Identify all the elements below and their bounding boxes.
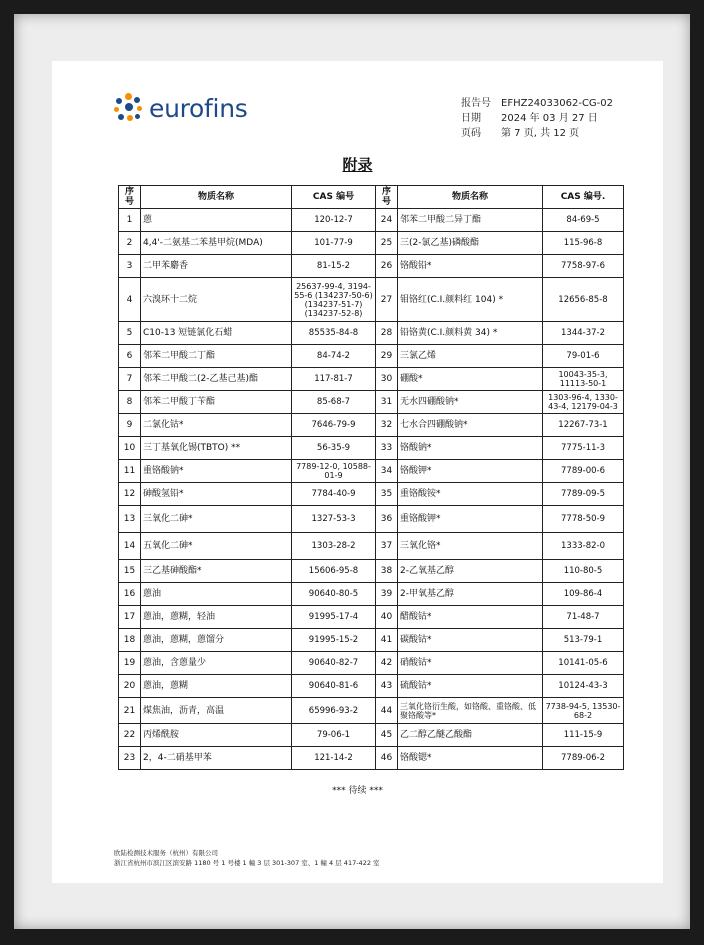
substance-name: 三氧化铬* xyxy=(398,533,543,560)
table-header-row xyxy=(119,186,624,209)
substance-name: 铬酸锶* xyxy=(398,747,543,770)
row-number: 44 xyxy=(376,698,398,724)
cas-number: 71-48-7 xyxy=(543,606,624,629)
substance-name: 砷酸氢铅* xyxy=(141,483,292,506)
row-number: 36 xyxy=(376,506,398,533)
row-number: 11 xyxy=(119,460,141,483)
cas-number: 7738-94-5, 13530-68-2 xyxy=(543,698,624,724)
cas-number: 10043-35-3, 11113-50-1 xyxy=(543,368,624,391)
row-number: 38 xyxy=(376,560,398,583)
table-row xyxy=(119,506,624,533)
row-number: 34 xyxy=(376,460,398,483)
cas-number: 120-12-7 xyxy=(292,209,376,232)
meta-page xyxy=(461,126,613,141)
cas-number: 1303-28-2 xyxy=(292,533,376,560)
row-number: 23 xyxy=(119,747,141,770)
substance-name: 铬酸铅* xyxy=(398,255,543,278)
cas-number: 7784-40-9 xyxy=(292,483,376,506)
meta-label: 页码 xyxy=(461,128,481,139)
cas-number: 7646-79-9 xyxy=(292,414,376,437)
row-number: 27 xyxy=(376,278,398,322)
substance-name: 乙二醇乙醚乙酸酯 xyxy=(398,724,543,747)
substance-name: 碳酸钴* xyxy=(398,629,543,652)
cas-number: 91995-17-4 xyxy=(292,606,376,629)
substance-name: 蒽油，蒽糊 xyxy=(141,675,292,698)
row-number: 4 xyxy=(119,278,141,322)
cas-number: 7789-06-2 xyxy=(543,747,624,770)
row-number: 30 xyxy=(376,368,398,391)
substance-name: 蒽油，含蒽量少 xyxy=(141,652,292,675)
cas-number: 101-77-9 xyxy=(292,232,376,255)
row-number: 1 xyxy=(119,209,141,232)
row-number: 39 xyxy=(376,583,398,606)
table-row xyxy=(119,698,624,724)
cas-number: 115-96-8 xyxy=(543,232,624,255)
substance-name: 铅铬黄(C.I.颜料黄 34) * xyxy=(398,322,543,345)
cas-number: 15606-95-8 xyxy=(292,560,376,583)
substance-name: 蒽油，蒽糊，轻油 xyxy=(141,606,292,629)
cas-number: 7789-00-6 xyxy=(543,460,624,483)
substance-name: 硫酸钴* xyxy=(398,675,543,698)
row-number: 14 xyxy=(119,533,141,560)
cas-number: 81-15-2 xyxy=(292,255,376,278)
substance-name: 二甲苯麝香 xyxy=(141,255,292,278)
row-number: 21 xyxy=(119,698,141,724)
row-number: 43 xyxy=(376,675,398,698)
table-row xyxy=(119,460,624,483)
row-number: 22 xyxy=(119,724,141,747)
cas-number: 111-15-9 xyxy=(543,724,624,747)
appendix-title xyxy=(52,154,663,175)
substance-name: 邻苯二甲酸二异丁酯 xyxy=(398,209,543,232)
row-number: 24 xyxy=(376,209,398,232)
row-number: 40 xyxy=(376,606,398,629)
meta-label: 报告号 xyxy=(461,98,491,109)
cas-number: 7789-12-0, 10588-01-9 xyxy=(292,460,376,483)
header-no: 序号 xyxy=(376,186,398,209)
table-row xyxy=(119,368,624,391)
appendix-title-text: 附录 xyxy=(342,156,373,174)
document-page xyxy=(52,61,663,883)
row-number: 26 xyxy=(376,255,398,278)
header-no: 序号 xyxy=(119,186,141,209)
cas-number: 90640-81-6 xyxy=(292,675,376,698)
row-number: 31 xyxy=(376,391,398,414)
row-number: 9 xyxy=(119,414,141,437)
table-row xyxy=(119,345,624,368)
substance-name: 无水四硼酸钠* xyxy=(398,391,543,414)
meta-value: 第 7 页, 共 12 页 xyxy=(501,128,580,139)
substance-name: 硼酸* xyxy=(398,368,543,391)
table-row xyxy=(119,414,624,437)
cas-number: 7758-97-6 xyxy=(543,255,624,278)
table-row xyxy=(119,629,624,652)
table-row xyxy=(119,560,624,583)
header-cas: CAS 编号. xyxy=(543,186,624,209)
cas-number: 513-79-1 xyxy=(543,629,624,652)
cas-number: 121-14-2 xyxy=(292,747,376,770)
row-number: 16 xyxy=(119,583,141,606)
substance-name: 煤焦油，沥青，高温 xyxy=(141,698,292,724)
cas-number: 12656-85-8 xyxy=(543,278,624,322)
cas-number: 117-81-7 xyxy=(292,368,376,391)
row-number: 32 xyxy=(376,414,398,437)
table-row xyxy=(119,483,624,506)
cas-number: 12267-73-1 xyxy=(543,414,624,437)
row-number: 7 xyxy=(119,368,141,391)
cas-number: 84-69-5 xyxy=(543,209,624,232)
table-row xyxy=(119,606,624,629)
substance-name: 铬酸钠* xyxy=(398,437,543,460)
row-number: 42 xyxy=(376,652,398,675)
substance-name: 三氧化铬衍生酸，如铬酸、重铬酸、低聚铬酸等* xyxy=(398,698,543,724)
meta-label: 日期 xyxy=(461,113,481,124)
substance-name: 邻苯二甲酸二丁酯 xyxy=(141,345,292,368)
substance-name: 醋酸钴* xyxy=(398,606,543,629)
cas-number: 90640-80-5 xyxy=(292,583,376,606)
table-row xyxy=(119,533,624,560)
cas-number: 1303-96-4, 1330-43-4, 12179-04-3 xyxy=(543,391,624,414)
substance-name: 三(2-氯乙基)磷酸酯 xyxy=(398,232,543,255)
company-footer xyxy=(114,848,380,868)
header-name: 物质名称 xyxy=(398,186,543,209)
substance-name: 钼铬红(C.I.颜料红 104) * xyxy=(398,278,543,322)
cas-number: 85535-84-8 xyxy=(292,322,376,345)
row-number: 3 xyxy=(119,255,141,278)
substance-name: C10-13 短链氯化石蜡 xyxy=(141,322,292,345)
row-number: 28 xyxy=(376,322,398,345)
row-number: 46 xyxy=(376,747,398,770)
cas-number: 79-06-1 xyxy=(292,724,376,747)
table-row xyxy=(119,322,624,345)
cas-number: 109-86-4 xyxy=(543,583,624,606)
row-number: 13 xyxy=(119,506,141,533)
row-number: 19 xyxy=(119,652,141,675)
table-row xyxy=(119,255,624,278)
row-number: 45 xyxy=(376,724,398,747)
cas-number: 7778-50-9 xyxy=(543,506,624,533)
substance-name: 2，4-二硝基甲苯 xyxy=(141,747,292,770)
meta-date xyxy=(461,111,613,126)
eurofins-logo-icon xyxy=(114,93,144,123)
table-row xyxy=(119,652,624,675)
table-row xyxy=(119,232,624,255)
row-number: 33 xyxy=(376,437,398,460)
substance-name: 硝酸钴* xyxy=(398,652,543,675)
meta-value: 2024 年 03 月 27 日 xyxy=(501,113,598,124)
table-row xyxy=(119,209,624,232)
cas-number: 56-35-9 xyxy=(292,437,376,460)
cas-number: 110-80-5 xyxy=(543,560,624,583)
substance-name: 三丁基氧化锡(TBTO) ** xyxy=(141,437,292,460)
substance-name: 六溴环十二烷 xyxy=(141,278,292,322)
substance-name: 七水合四硼酸钠* xyxy=(398,414,543,437)
substance-name: 铬酸钾* xyxy=(398,460,543,483)
substance-name: 五氧化二砷* xyxy=(141,533,292,560)
cas-number: 10124-43-3 xyxy=(543,675,624,698)
cas-number: 91995-15-2 xyxy=(292,629,376,652)
cas-number: 1327-53-3 xyxy=(292,506,376,533)
cas-number: 90640-82-7 xyxy=(292,652,376,675)
substance-name: 重铬酸钾* xyxy=(398,506,543,533)
substance-name: 三乙基砷酸酯* xyxy=(141,560,292,583)
row-number: 20 xyxy=(119,675,141,698)
substance-name: 三氧化二砷* xyxy=(141,506,292,533)
cas-number: 25637-99-4, 3194-55-6 (134237-50-6) (134237-51-7) (134237-52-8) xyxy=(292,278,376,322)
substance-name: 重铬酸钠* xyxy=(141,460,292,483)
row-number: 35 xyxy=(376,483,398,506)
continued-note: *** 待续 *** xyxy=(332,786,383,796)
cas-number: 7775-11-3 xyxy=(543,437,624,460)
cas-number: 10141-05-6 xyxy=(543,652,624,675)
table-row xyxy=(119,583,624,606)
substance-name: 2-甲氧基乙醇 xyxy=(398,583,543,606)
row-number: 8 xyxy=(119,391,141,414)
row-number: 12 xyxy=(119,483,141,506)
substance-name: 邻苯二甲酸二(2-乙基己基)酯 xyxy=(141,368,292,391)
row-number: 15 xyxy=(119,560,141,583)
eurofins-logo xyxy=(114,91,247,125)
cas-number: 84-74-2 xyxy=(292,345,376,368)
footer-address: 浙江省杭州市滨江区滨安路 1180 号 1 号楼 1 幢 3 层 301-307 室、1 幢 4 层 417-422 室 xyxy=(114,859,380,867)
table-row xyxy=(119,391,624,414)
substance-name: 蒽油 xyxy=(141,583,292,606)
table-row xyxy=(119,675,624,698)
row-number: 29 xyxy=(376,345,398,368)
table-row xyxy=(119,747,624,770)
cas-number: 7789-09-5 xyxy=(543,483,624,506)
substance-name: 2-乙氧基乙醇 xyxy=(398,560,543,583)
meta-report-number xyxy=(461,96,613,111)
row-number: 5 xyxy=(119,322,141,345)
row-number: 10 xyxy=(119,437,141,460)
substance-table xyxy=(118,185,624,770)
cas-number: 65996-93-2 xyxy=(292,698,376,724)
cas-number: 79-01-6 xyxy=(543,345,624,368)
substance-name: 三氯乙烯 xyxy=(398,345,543,368)
substance-name: 丙烯酰胺 xyxy=(141,724,292,747)
meta-value: EFHZ24033062-CG-02 xyxy=(501,98,614,109)
footer-company-name: 欧陆检测技术服务（杭州）有限公司 xyxy=(114,849,218,857)
substance-name: 蒽 xyxy=(141,209,292,232)
substance-name: 二氯化钴* xyxy=(141,414,292,437)
header-cas: CAS 编号 xyxy=(292,186,376,209)
row-number: 37 xyxy=(376,533,398,560)
row-number: 17 xyxy=(119,606,141,629)
substance-name: 蒽油，蒽糊，蒽馏分 xyxy=(141,629,292,652)
substance-name: 4,4'-二氨基二苯基甲烷(MDA) xyxy=(141,232,292,255)
row-number: 25 xyxy=(376,232,398,255)
row-number: 41 xyxy=(376,629,398,652)
table-row xyxy=(119,724,624,747)
header-name: 物质名称 xyxy=(141,186,292,209)
table-row xyxy=(119,278,624,322)
cas-number: 1333-82-0 xyxy=(543,533,624,560)
table-row xyxy=(119,437,624,460)
cas-number: 85-68-7 xyxy=(292,391,376,414)
substance-name: 邻苯二甲酸丁苄酯 xyxy=(141,391,292,414)
logo-wordmark: eurofins xyxy=(149,93,248,123)
row-number: 2 xyxy=(119,232,141,255)
row-number: 6 xyxy=(119,345,141,368)
row-number: 18 xyxy=(119,629,141,652)
cas-number: 1344-37-2 xyxy=(543,322,624,345)
report-meta xyxy=(461,96,613,141)
substance-name: 重铬酸铵* xyxy=(398,483,543,506)
